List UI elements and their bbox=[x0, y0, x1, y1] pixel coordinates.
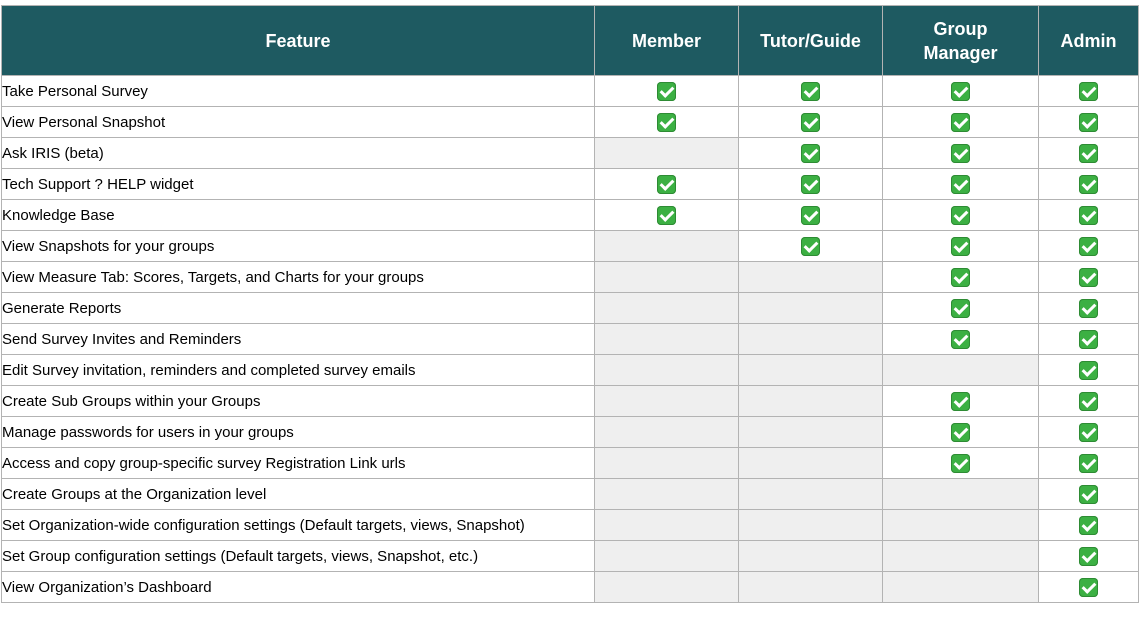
permission-cell-admin bbox=[1039, 169, 1139, 200]
permission-cell-admin bbox=[1039, 76, 1139, 107]
permission-cell-admin bbox=[1039, 572, 1139, 603]
group-manager-header-line1: Group bbox=[933, 18, 988, 39]
green-checkmark-icon bbox=[1079, 485, 1098, 504]
green-checkmark-icon bbox=[1079, 144, 1098, 163]
permission-cell-member-empty bbox=[595, 293, 739, 324]
permission-cell-member-empty bbox=[595, 448, 739, 479]
permission-cell-group-manager-empty bbox=[883, 541, 1039, 572]
permission-cell-member-empty bbox=[595, 355, 739, 386]
permission-cell-group-manager bbox=[883, 293, 1039, 324]
feature-name: View Snapshots for your groups bbox=[2, 231, 595, 262]
green-checkmark-icon bbox=[1079, 392, 1098, 411]
table-row bbox=[2, 293, 1139, 324]
feature-name: Manage passwords for users in your groups bbox=[2, 417, 595, 448]
permission-cell-member-empty bbox=[595, 510, 739, 541]
table-row bbox=[2, 262, 1139, 293]
feature-name: View Organization’s Dashboard bbox=[2, 572, 595, 603]
permission-cell-admin bbox=[1039, 293, 1139, 324]
permission-cell-group-manager bbox=[883, 386, 1039, 417]
green-checkmark-icon bbox=[1079, 299, 1098, 318]
permission-cell-admin bbox=[1039, 510, 1139, 541]
permission-cell-admin bbox=[1039, 386, 1139, 417]
green-checkmark-icon bbox=[1079, 175, 1098, 194]
permission-cell-group-manager-empty bbox=[883, 479, 1039, 510]
permission-cell-tutor-empty bbox=[739, 572, 883, 603]
permission-cell-group-manager bbox=[883, 448, 1039, 479]
green-checkmark-icon bbox=[951, 330, 970, 349]
green-checkmark-icon bbox=[951, 423, 970, 442]
green-checkmark-icon bbox=[801, 144, 820, 163]
permission-cell-admin bbox=[1039, 107, 1139, 138]
group-manager-header-line2: Manager bbox=[923, 42, 998, 63]
permission-cell-tutor-empty bbox=[739, 355, 883, 386]
permissions-table bbox=[1, 5, 1139, 603]
permission-cell-member-empty bbox=[595, 138, 739, 169]
feature-name: Access and copy group-specific survey Registration Link urls bbox=[2, 448, 595, 479]
green-checkmark-icon bbox=[951, 206, 970, 225]
table-row bbox=[2, 169, 1139, 200]
green-checkmark-icon bbox=[1079, 206, 1098, 225]
permission-cell-member-empty bbox=[595, 324, 739, 355]
permission-cell-group-manager bbox=[883, 169, 1039, 200]
green-checkmark-icon bbox=[951, 392, 970, 411]
permission-cell-group-manager-empty bbox=[883, 510, 1039, 541]
permission-cell-group-manager bbox=[883, 324, 1039, 355]
table-row bbox=[2, 510, 1139, 541]
green-checkmark-icon bbox=[1079, 423, 1098, 442]
permission-cell-group-manager bbox=[883, 107, 1039, 138]
permission-cell-tutor bbox=[739, 200, 883, 231]
table-row bbox=[2, 448, 1139, 479]
permission-cell-member-empty bbox=[595, 541, 739, 572]
permission-cell-member-empty bbox=[595, 386, 739, 417]
permission-cell-tutor-empty bbox=[739, 324, 883, 355]
permission-cell-tutor bbox=[739, 76, 883, 107]
green-checkmark-icon bbox=[951, 113, 970, 132]
permission-cell-admin bbox=[1039, 448, 1139, 479]
table-row bbox=[2, 324, 1139, 355]
green-checkmark-icon bbox=[657, 113, 676, 132]
feature-name: Create Groups at the Organization level bbox=[2, 479, 595, 510]
permission-cell-admin bbox=[1039, 324, 1139, 355]
table-row bbox=[2, 417, 1139, 448]
green-checkmark-icon bbox=[657, 82, 676, 101]
feature-name: Knowledge Base bbox=[2, 200, 595, 231]
permission-cell-admin bbox=[1039, 200, 1139, 231]
green-checkmark-icon bbox=[1079, 516, 1098, 535]
permission-cell-member-empty bbox=[595, 417, 739, 448]
permission-cell-tutor-empty bbox=[739, 262, 883, 293]
permission-cell-admin bbox=[1039, 262, 1139, 293]
green-checkmark-icon bbox=[801, 113, 820, 132]
feature-name: View Measure Tab: Scores, Targets, and Charts for your groups bbox=[2, 262, 595, 293]
permission-cell-group-manager bbox=[883, 417, 1039, 448]
permission-cell-admin bbox=[1039, 541, 1139, 572]
green-checkmark-icon bbox=[951, 144, 970, 163]
green-checkmark-icon bbox=[951, 299, 970, 318]
green-checkmark-icon bbox=[1079, 82, 1098, 101]
green-checkmark-icon bbox=[801, 82, 820, 101]
permission-cell-tutor-empty bbox=[739, 479, 883, 510]
permission-cell-member-empty bbox=[595, 262, 739, 293]
permission-cell-group-manager bbox=[883, 76, 1039, 107]
green-checkmark-icon bbox=[1079, 454, 1098, 473]
permission-cell-tutor bbox=[739, 107, 883, 138]
permission-cell-member bbox=[595, 76, 739, 107]
header-row bbox=[2, 6, 1139, 76]
green-checkmark-icon bbox=[951, 175, 970, 194]
green-checkmark-icon bbox=[801, 175, 820, 194]
permission-cell-admin bbox=[1039, 231, 1139, 262]
permission-cell-admin bbox=[1039, 417, 1139, 448]
permission-cell-group-manager-empty bbox=[883, 355, 1039, 386]
green-checkmark-icon bbox=[657, 175, 676, 194]
feature-name: Send Survey Invites and Reminders bbox=[2, 324, 595, 355]
table-row bbox=[2, 231, 1139, 262]
permission-cell-tutor bbox=[739, 231, 883, 262]
column-header-admin: Admin bbox=[1039, 6, 1139, 76]
table-row bbox=[2, 138, 1139, 169]
column-header-tutor-guide: Tutor/Guide bbox=[739, 6, 883, 76]
table-body bbox=[2, 76, 1139, 603]
table-row bbox=[2, 572, 1139, 603]
green-checkmark-icon bbox=[951, 454, 970, 473]
green-checkmark-icon bbox=[951, 237, 970, 256]
permission-cell-member-empty bbox=[595, 572, 739, 603]
permission-cell-admin bbox=[1039, 138, 1139, 169]
permission-cell-admin bbox=[1039, 355, 1139, 386]
permission-cell-tutor-empty bbox=[739, 510, 883, 541]
table-header bbox=[2, 6, 1139, 76]
permission-cell-member-empty bbox=[595, 479, 739, 510]
feature-name: View Personal Snapshot bbox=[2, 107, 595, 138]
permission-cell-group-manager bbox=[883, 231, 1039, 262]
permission-cell-tutor-empty bbox=[739, 293, 883, 324]
column-header-member: Member bbox=[595, 6, 739, 76]
permission-cell-member-empty bbox=[595, 231, 739, 262]
permission-cell-group-manager bbox=[883, 262, 1039, 293]
table-row bbox=[2, 386, 1139, 417]
permission-cell-tutor-empty bbox=[739, 386, 883, 417]
green-checkmark-icon bbox=[1079, 237, 1098, 256]
permission-cell-member bbox=[595, 107, 739, 138]
green-checkmark-icon bbox=[801, 206, 820, 225]
green-checkmark-icon bbox=[951, 82, 970, 101]
feature-name: Create Sub Groups within your Groups bbox=[2, 386, 595, 417]
permission-cell-tutor bbox=[739, 169, 883, 200]
table-row bbox=[2, 107, 1139, 138]
table-row bbox=[2, 479, 1139, 510]
table-row bbox=[2, 76, 1139, 107]
column-header-group-manager bbox=[883, 6, 1039, 76]
table-row bbox=[2, 541, 1139, 572]
green-checkmark-icon bbox=[801, 237, 820, 256]
green-checkmark-icon bbox=[1079, 268, 1098, 287]
permission-cell-group-manager-empty bbox=[883, 572, 1039, 603]
feature-name: Take Personal Survey bbox=[2, 76, 595, 107]
green-checkmark-icon bbox=[1079, 330, 1098, 349]
table-row bbox=[2, 200, 1139, 231]
green-checkmark-icon bbox=[1079, 361, 1098, 380]
green-checkmark-icon bbox=[1079, 547, 1098, 566]
permission-cell-tutor bbox=[739, 138, 883, 169]
column-header-feature: Feature bbox=[2, 6, 595, 76]
permission-cell-tutor-empty bbox=[739, 417, 883, 448]
feature-name: Ask IRIS (beta) bbox=[2, 138, 595, 169]
feature-name: Set Organization-wide configuration settings (Default targets, views, Snapshot) bbox=[2, 510, 595, 541]
green-checkmark-icon bbox=[951, 268, 970, 287]
feature-name: Set Group configuration settings (Default targets, views, Snapshot, etc.) bbox=[2, 541, 595, 572]
feature-name: Generate Reports bbox=[2, 293, 595, 324]
green-checkmark-icon bbox=[1079, 113, 1098, 132]
feature-name: Edit Survey invitation, reminders and completed survey emails bbox=[2, 355, 595, 386]
table-row bbox=[2, 355, 1139, 386]
permission-cell-admin bbox=[1039, 479, 1139, 510]
permission-cell-member bbox=[595, 169, 739, 200]
green-checkmark-icon bbox=[657, 206, 676, 225]
green-checkmark-icon bbox=[1079, 578, 1098, 597]
permission-cell-group-manager bbox=[883, 138, 1039, 169]
permission-cell-group-manager bbox=[883, 200, 1039, 231]
feature-name: Tech Support ? HELP widget bbox=[2, 169, 595, 200]
permission-cell-member bbox=[595, 200, 739, 231]
permission-cell-tutor-empty bbox=[739, 448, 883, 479]
permission-cell-tutor-empty bbox=[739, 541, 883, 572]
